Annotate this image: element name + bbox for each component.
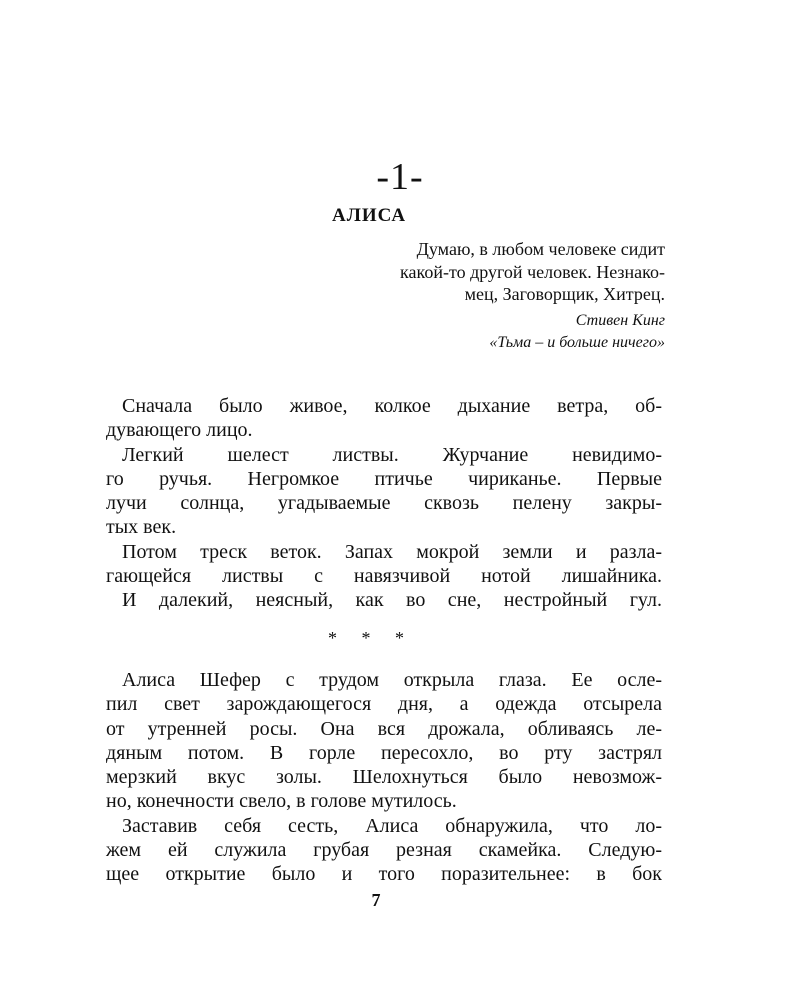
text-line: го ручья. Негромкое птичье чириканье. Первые — [106, 467, 662, 490]
text-line: жем ей служила грубая резная скамейка. Следую- — [106, 839, 662, 862]
text-line: мерзкий вкус золы. Шелохнуться было невозмож- — [106, 766, 662, 789]
text-line: от утренней росы. Она вся дрожала, обливаясь ле- — [106, 717, 662, 740]
epigraph-line: какой-то другой человек. Незнако- — [400, 261, 665, 282]
text-line: Сначала было живое, колкое дыхание ветра, об- — [122, 395, 662, 417]
chapter-title: АЛИСА — [332, 205, 407, 226]
text-line: Легкий шелест листвы. Журчание невидимо- — [122, 443, 662, 466]
text-line: пил свет зарождающегося дня, а одежда отсырела — [106, 693, 662, 716]
page-number: 7 — [371, 890, 381, 910]
section-2-text — [106, 668, 662, 887]
text-line: дувающего лицо. — [106, 419, 253, 442]
text-line: Заставив себя сесть, Алиса обнаружила, что ло- — [122, 814, 662, 837]
paragraph — [106, 814, 662, 887]
paragraph — [106, 443, 662, 540]
paragraph — [106, 668, 662, 814]
paragraph — [106, 394, 662, 443]
text-line: лучи солнца, угадываемые сквозь пелену закры- — [106, 492, 662, 515]
epigraph — [300, 238, 665, 354]
text-line: Алиса Шефер с трудом открыла глаза. Ее осле- — [122, 669, 662, 691]
text-line: щее открытие было и того поразительнее: в бок — [106, 863, 662, 886]
epigraph-source: «Тьма – и больше ничего» — [489, 333, 665, 351]
epigraph-line: Думаю, в любом человеке сидит — [416, 239, 665, 259]
text-line: дяным потом. В горле пересохло, во рту застрял — [106, 741, 662, 764]
epigraph-line: мец, Заговорщик, Хитрец. — [464, 284, 665, 304]
paragraph — [106, 540, 662, 589]
text-line: гающейся листвы с навязчивой нотой лишайника. — [106, 565, 662, 588]
text-line: Потом треск веток. Запах мокрой земли и разла- — [122, 540, 662, 563]
text-line: но, конечности свело, в голове мутилось. — [106, 790, 457, 813]
section-separator: * * * — [328, 628, 414, 648]
text-line: тых век. — [106, 516, 177, 539]
text-line: И далекий, неясный, как во сне, нестройный гул. — [122, 589, 662, 612]
paragraph — [122, 588, 662, 612]
chapter-number: -1- — [376, 156, 424, 198]
epigraph-author: Стивен Кинг — [575, 311, 665, 329]
section-1-text — [106, 394, 662, 613]
